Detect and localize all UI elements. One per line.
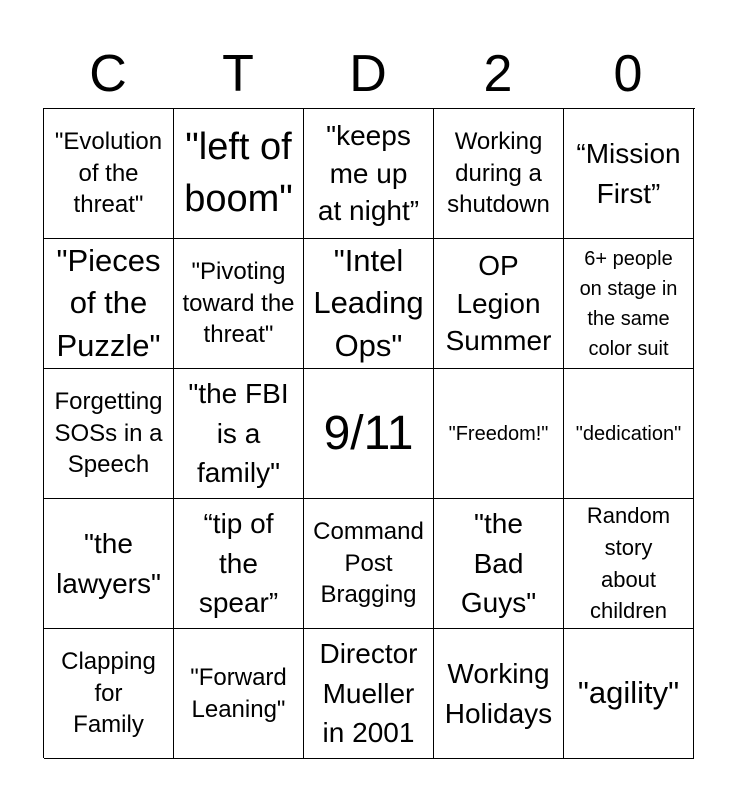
cell-text: Working during a shutdown — [447, 127, 550, 219]
cell-text: Random story about children — [586, 502, 671, 624]
cell-text: “Mission First” — [576, 137, 681, 209]
header-letter-d: D — [349, 45, 387, 103]
bingo-cell[interactable] — [174, 239, 304, 369]
cell-text: "Pivoting toward the threat" — [182, 257, 295, 349]
bingo-cell[interactable] — [44, 239, 174, 369]
bingo-board — [43, 108, 695, 758]
cell-text: OP Legion Summer — [445, 250, 552, 357]
cell-text: "keeps me up at night” — [317, 120, 420, 227]
cell-text: "agility" — [577, 675, 680, 711]
bingo-cell[interactable] — [304, 109, 434, 239]
bingo-cell[interactable] — [434, 629, 564, 759]
cell-text: 6+ people on stage in the same color suit — [579, 247, 678, 360]
bingo-cell[interactable] — [44, 109, 174, 239]
cell-text: "Intel Leading Ops" — [313, 243, 424, 363]
bingo-cell[interactable] — [44, 629, 174, 759]
bingo-cell[interactable] — [174, 369, 304, 499]
bingo-cell[interactable] — [174, 109, 304, 239]
bingo-cell[interactable] — [44, 369, 174, 499]
bingo-cell[interactable] — [434, 499, 564, 629]
cell-text: Director Mueller in 2001 — [319, 637, 418, 749]
header-letter-2: 2 — [483, 45, 513, 103]
cell-text: Clapping for Family — [61, 647, 156, 739]
bingo-cell[interactable] — [564, 369, 694, 499]
cell-text: "dedication" — [575, 422, 682, 445]
header-letter-t: T — [222, 45, 254, 103]
bingo-cell[interactable] — [304, 629, 434, 759]
cell-text: "Pieces of the Puzzle" — [56, 243, 161, 363]
cell-text: "left of boom" — [184, 125, 293, 220]
bingo-cell[interactable] — [304, 239, 434, 369]
bingo-cell[interactable] — [174, 629, 304, 759]
cell-text: "Forward Leaning" — [190, 663, 287, 723]
cell-text: 9/11 — [323, 406, 414, 460]
header-letter-0: 0 — [613, 45, 643, 103]
bingo-cell[interactable] — [304, 369, 434, 499]
bingo-cell[interactable] — [174, 499, 304, 629]
cell-text: "the Bad Guys" — [460, 507, 537, 619]
bingo-cell[interactable] — [434, 109, 564, 239]
bingo-cell[interactable] — [564, 109, 694, 239]
cell-text: Command Post Bragging — [313, 517, 424, 609]
bingo-cell[interactable] — [564, 629, 694, 759]
bingo-cell[interactable] — [434, 369, 564, 499]
bingo-cell[interactable] — [304, 499, 434, 629]
cell-text: “tip of the spear” — [198, 507, 279, 619]
bingo-header — [43, 40, 693, 108]
cell-text: "the lawyers" — [56, 527, 161, 599]
bingo-cell[interactable] — [564, 239, 694, 369]
cell-text: Working Holidays — [444, 657, 553, 729]
header-letter-c: C — [89, 45, 127, 103]
cell-text: "Evolution of the threat" — [54, 127, 163, 219]
bingo-cell[interactable] — [434, 239, 564, 369]
cell-text: "Freedom!" — [448, 422, 549, 445]
cell-text: Forgetting SOSs in a Speech — [54, 387, 163, 479]
cell-text: "the FBI is a family" — [188, 377, 289, 489]
bingo-cell[interactable] — [44, 499, 174, 629]
bingo-cell[interactable] — [564, 499, 694, 629]
